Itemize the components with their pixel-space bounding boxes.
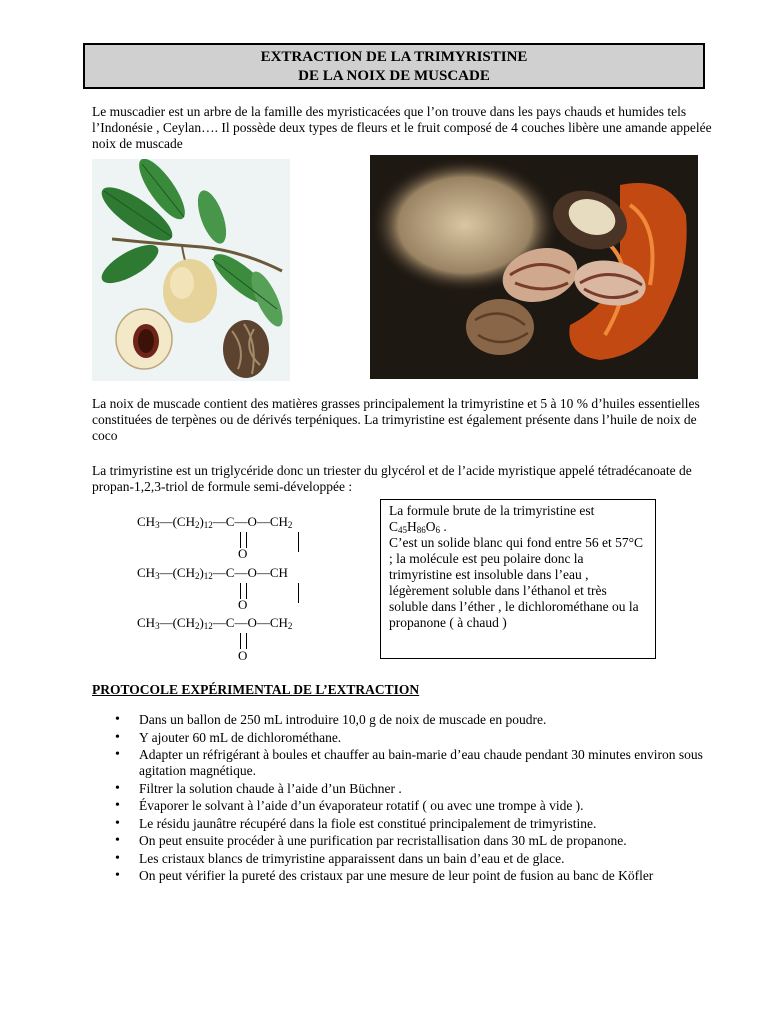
document-title <box>83 43 705 89</box>
formula-row-1: $CH_3—(CH_2)_{12}—C—O—CH_2$ <box>137 514 293 530</box>
oxygen-2: O <box>238 597 248 612</box>
list-item: • Filtrer la solution chaude à l’aide d’un Büchner . <box>115 781 715 797</box>
single-bond-2 <box>298 583 299 603</box>
list-item: • Le résidu jaunâtre récupéré dans la fiole est constitué principalement de trimyristine. <box>115 816 715 832</box>
brute-formula: $C_{45}H_{86}O_6$ . <box>389 519 447 535</box>
fat-content-paragraph: La noix de muscade contient des matières grasses principalement la trimyristine et 5 à 10 % d’huiles essentielles constituées de terpènes ou de dérivés terpéniques. La trimyristine est également présente dans l’huile de noix de coco <box>92 396 700 443</box>
list-item: • Adapter un réfrigérant à boules et chauffer au bain-marie d’eau chaude pendant 30 minutes environ sous agitation magnétique. <box>115 747 715 779</box>
list-item: • Y ajouter 60 mL de dichlorométhane. <box>115 730 715 746</box>
triglyceride-paragraph: La trimyristine est un triglycéride donc un triester du glycérol et de l’acide myristique appelé tétradécanoate de propan-1,2,3-triol de formule semi-développée : <box>92 463 692 494</box>
properties-text: C’est un solide blanc qui fond entre 56 et 57°C ; la molécule est peu polaire donc la trimyristine est insoluble dans l’eau , légèrement soluble dans l’éthanol et très soluble dans l’éther , le dichlorométhane ou la propanone ( à chaud ) <box>389 535 643 630</box>
formula-row-3: $CH_3—(CH_2)_{12}—C—O—CH_2$ <box>137 615 293 631</box>
list-item: • On peut ensuite procéder à une purification par recristallisation dans 30 mL de propanone. <box>115 833 715 849</box>
nutmeg-plant-illustration <box>92 159 290 381</box>
brute-formula-intro: La formule brute de la trimyristine est <box>389 503 595 518</box>
protocol-title: PROTOCOLE EXPÉRIMENTAL DE L’EXTRACTION <box>92 682 420 697</box>
oxygen-1: O <box>238 546 248 561</box>
properties-box <box>380 499 656 659</box>
intro-paragraph: Le muscadier est un arbre de la famille des myristicacées que l’on trouve dans les pays chauds et humides tels l’Indonésie , Ceylan…. Il possède deux types de fleurs et le fruit composé de 4 couches libère une amande appelée noix de muscade <box>92 104 712 151</box>
semi-developed-formula <box>137 512 367 672</box>
protocol-steps <box>115 712 715 886</box>
single-bond-1 <box>298 532 299 552</box>
formula-row-2: $CH_3—(CH_2)_{12}—C—O—CH$ <box>137 565 288 581</box>
double-bond-3 <box>240 633 247 649</box>
nutmeg-photo <box>370 155 698 379</box>
list-item: • Évaporer le solvant à l’aide d’un évaporateur rotatif ( ou avec une trompe à vide ). <box>115 798 715 814</box>
title-line-1: EXTRACTION DE LA TRIMYRISTINE <box>260 49 528 65</box>
list-item: • Les cristaux blancs de trimyristine apparaissent dans un bain d’eau et de glace. <box>115 851 715 867</box>
list-item: • Dans un ballon de 250 mL introduire 10,0 g de noix de muscade en poudre. <box>115 712 715 728</box>
list-item: • On peut vérifier la pureté des cristaux par une mesure de leur point de fusion au banc de Köfler <box>115 868 715 884</box>
oxygen-3: O <box>238 648 248 663</box>
title-line-2: DE LA NOIX DE MUSCADE <box>298 68 490 84</box>
